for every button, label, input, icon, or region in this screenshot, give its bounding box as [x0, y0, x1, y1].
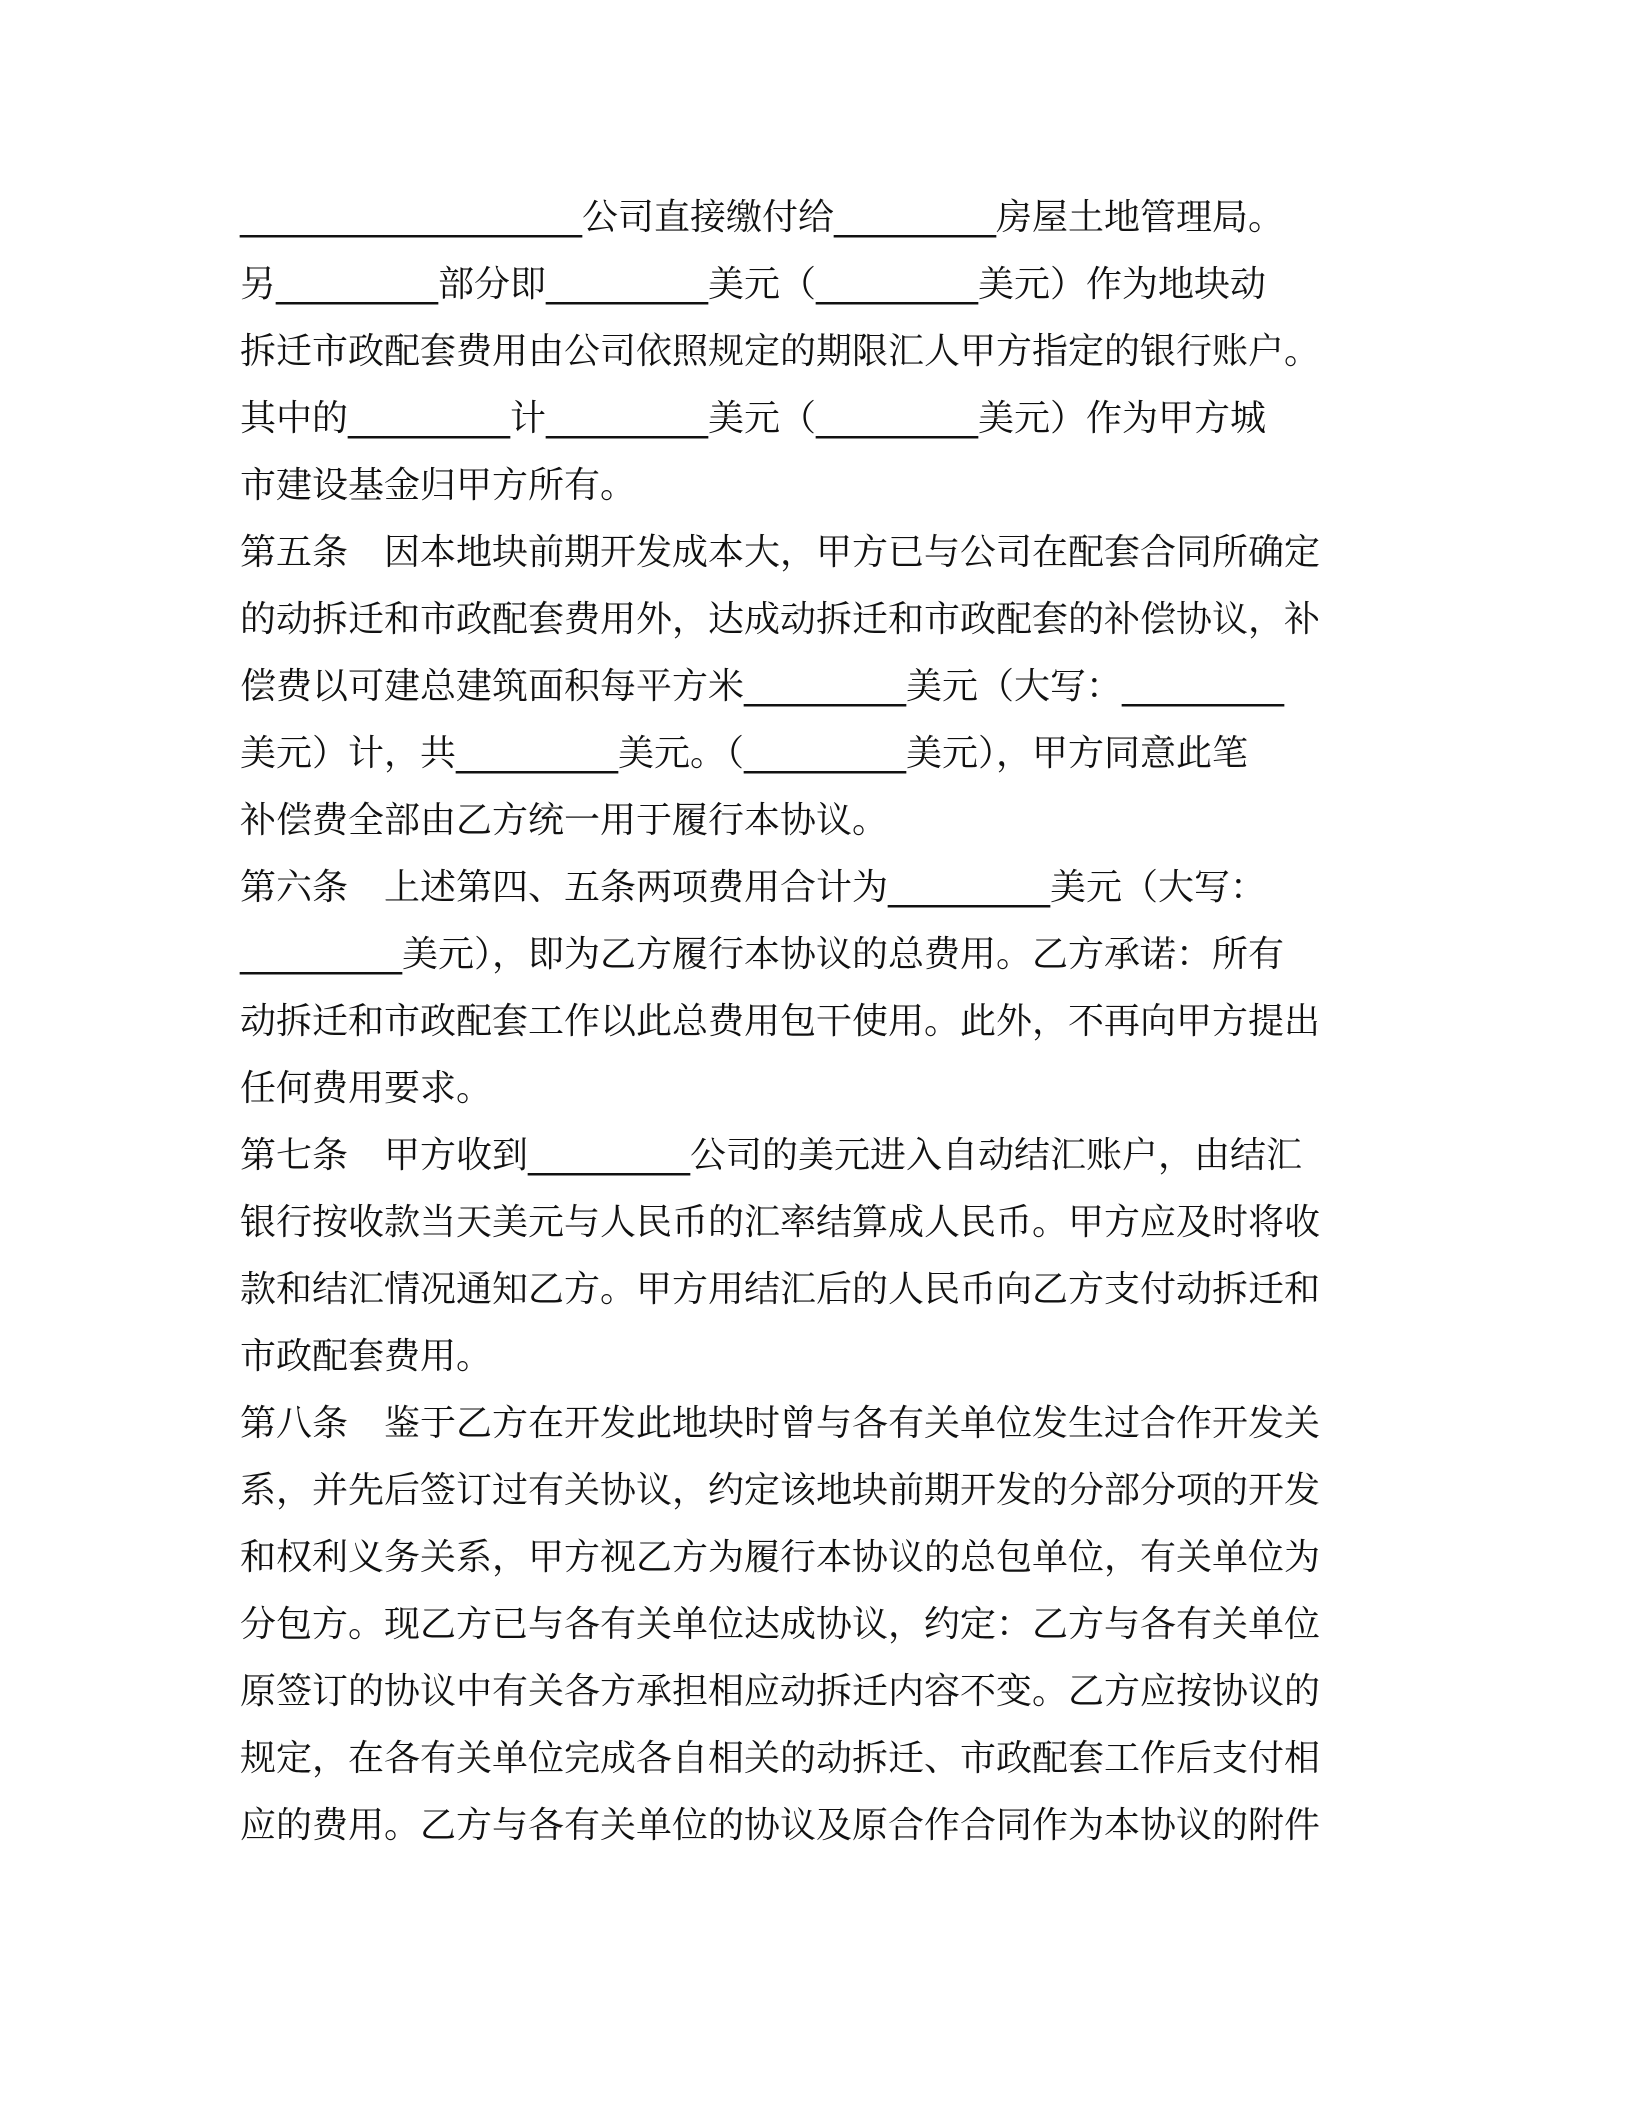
text-line: ___________________公司直接缴付给_________房屋土地管理局。 [240, 197, 1285, 238]
article-5-line: 第五条 因本地块前期开发成本大，甲方已与公司在配套合同所确定 [240, 532, 1321, 573]
text-line: 原签订的协议中有关各方承担相应动拆迁内容不变。乙方应按协议的 [240, 1671, 1321, 1712]
text-line: 拆迁市政配套费用由公司依照规定的期限汇人甲方指定的银行账户。 [240, 331, 1321, 372]
text-line: 市建设基金归甲方所有。 [240, 465, 637, 506]
text-line: 的动拆迁和市政配套费用外，达成动拆迁和市政配套的补偿协议，补 [240, 599, 1321, 640]
text-line: 规定，在各有关单位完成各自相关的动拆迁、市政配套工作后支付相 [240, 1738, 1321, 1779]
text-line: 应的费用。乙方与各有关单位的协议及原合作合同作为本协议的附件 [240, 1805, 1321, 1846]
text-line: 偿费以可建总建筑面积每平方米_________美元（大写：_________ [240, 666, 1285, 707]
contract-body-text [240, 192, 1360, 1867]
text-line: 美元）计，共_________美元。（_________美元），甲方同意此笔 [240, 733, 1249, 774]
text-line: 补偿费全部由乙方统一用于履行本协议。 [240, 800, 889, 841]
text-line: 分包方。现乙方已与各有关单位达成协议，约定：乙方与各有关单位 [240, 1604, 1321, 1645]
article-6-line: 第六条 上述第四、五条两项费用合计为_________美元（大写： [240, 867, 1267, 908]
article-7-line: 第七条 甲方收到_________公司的美元进入自动结汇账户，由结汇 [240, 1135, 1303, 1176]
text-line: 动拆迁和市政配套工作以此总费用包干使用。此外，不再向甲方提出 [240, 1001, 1321, 1042]
article-8-line: 第八条 鉴于乙方在开发此地块时曾与各有关单位发生过合作开发关 [240, 1403, 1321, 1444]
text-line: 款和结汇情况通知乙方。甲方用结汇后的人民币向乙方支付动拆迁和 [240, 1269, 1321, 1310]
text-line: 任何费用要求。 [240, 1068, 493, 1109]
text-line: _________美元），即为乙方履行本协议的总费用。乙方承诺：所有 [240, 934, 1285, 975]
text-line: 系，并先后签订过有关协议，约定该地块前期开发的分部分项的开发 [240, 1470, 1321, 1511]
text-line: 和权利义务关系，甲方视乙方为履行本协议的总包单位，有关单位为 [240, 1537, 1321, 1578]
text-line: 银行按收款当天美元与人民币的汇率结算成人民币。甲方应及时将收 [240, 1202, 1321, 1243]
text-line: 另_________部分即_________美元（_________美元）作为地块动 [240, 264, 1267, 305]
text-line: 其中的_________计_________美元（_________美元）作为甲方城 [240, 398, 1267, 439]
text-line: 市政配套费用。 [240, 1336, 493, 1377]
